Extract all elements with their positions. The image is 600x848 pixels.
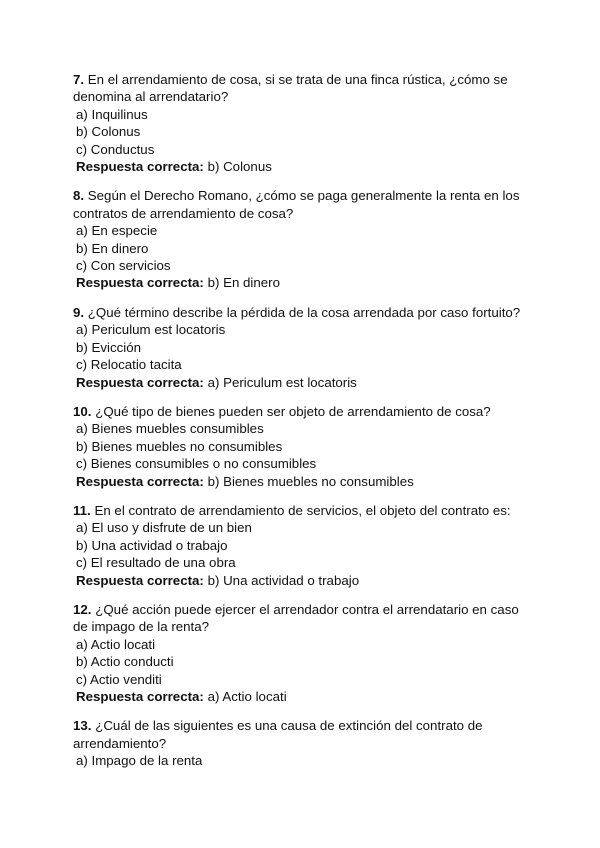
question-prompt: En el arrendamiento de cosa, si se trata de una finca rústica, ¿cómo se denomina al arrendatario? bbox=[73, 72, 508, 105]
question-text bbox=[73, 304, 533, 321]
option-a: a) Impago de la renta bbox=[76, 753, 203, 769]
option-a: a) En especie bbox=[76, 223, 158, 239]
question-number: 10. bbox=[73, 403, 92, 419]
question-8 bbox=[73, 187, 533, 291]
question-9 bbox=[73, 304, 533, 391]
answer-value: b) Una actividad o trabajo bbox=[207, 572, 360, 588]
option-a: a) Inquilinus bbox=[76, 106, 148, 122]
question-prompt: En el contrato de arrendamiento de servicios, el objeto del contrato es: bbox=[94, 502, 511, 518]
option-c: c) El resultado de una obra bbox=[76, 555, 236, 571]
question-number: 7. bbox=[73, 72, 85, 87]
question-number: 8. bbox=[73, 188, 85, 204]
option-b: b) En dinero bbox=[76, 240, 149, 256]
document-page bbox=[73, 71, 533, 782]
correct-answer bbox=[73, 688, 533, 705]
option-c: c) Bienes consumibles o no consumibles bbox=[76, 456, 317, 472]
question-prompt: ¿Qué tipo de bienes pueden ser objeto de arrendamiento de cosa? bbox=[95, 403, 491, 419]
answer-value: b) Bienes muebles no consumibles bbox=[207, 473, 414, 489]
option-b: b) Colonus bbox=[76, 124, 141, 140]
answer-label: Respuesta correcta: bbox=[76, 374, 204, 390]
answer-label: Respuesta correcta: bbox=[76, 572, 204, 588]
answer-label: Respuesta correcta: bbox=[76, 275, 204, 291]
question-7 bbox=[73, 71, 533, 175]
option-c: c) Actio venditi bbox=[76, 671, 162, 687]
correct-answer bbox=[73, 158, 533, 175]
option-b: b) Evicción bbox=[76, 339, 142, 355]
correct-answer bbox=[73, 473, 533, 490]
question-prompt: ¿Qué acción puede ejercer el arrendador contra el arrendatario en caso de impago de la renta? bbox=[73, 601, 519, 635]
question-prompt: ¿Qué término describe la pérdida de la cosa arrendada por caso fortuito? bbox=[87, 304, 521, 320]
question-number: 9. bbox=[73, 304, 85, 320]
question-text bbox=[73, 187, 533, 222]
question-text bbox=[73, 71, 533, 106]
question-12 bbox=[73, 601, 533, 705]
option-c: c) Relocatio tacita bbox=[76, 357, 182, 373]
question-10 bbox=[73, 403, 533, 490]
answer-label: Respuesta correcta: bbox=[76, 473, 204, 489]
option-b: b) Actio conducti bbox=[76, 654, 174, 670]
question-text bbox=[73, 502, 533, 519]
answer-value: b) En dinero bbox=[207, 275, 281, 291]
question-text bbox=[73, 717, 533, 752]
correct-answer bbox=[73, 374, 533, 391]
correct-answer bbox=[73, 572, 533, 589]
question-11 bbox=[73, 502, 533, 589]
option-c: c) Conductus bbox=[76, 141, 155, 157]
question-number: 12. bbox=[73, 601, 92, 617]
question-prompt: Según el Derecho Romano, ¿cómo se paga generalmente la renta en los contratos de arrendamiento de cosa? bbox=[73, 188, 520, 221]
answer-value: a) Actio locati bbox=[207, 689, 287, 704]
question-number: 11. bbox=[73, 502, 91, 518]
option-a: a) Bienes muebles consumibles bbox=[76, 421, 264, 437]
question-13 bbox=[73, 717, 533, 769]
question-prompt: ¿Cuál de las siguientes es una causa de extinción del contrato de arrendamiento? bbox=[73, 718, 483, 751]
correct-answer bbox=[73, 274, 533, 291]
answer-label: Respuesta correcta: bbox=[76, 689, 204, 704]
option-b: b) Bienes muebles no consumibles bbox=[76, 438, 283, 454]
option-a: a) Actio locati bbox=[76, 636, 156, 652]
answer-value: a) Periculum est locatoris bbox=[207, 374, 357, 390]
option-a: a) Periculum est locatoris bbox=[76, 322, 226, 338]
question-text bbox=[73, 601, 533, 636]
option-a: a) El uso y disfrute de un bien bbox=[76, 520, 252, 536]
option-b: b) Una actividad o trabajo bbox=[76, 537, 228, 553]
question-text bbox=[73, 403, 533, 420]
answer-label: Respuesta correcta: bbox=[76, 159, 204, 175]
option-c: c) Con servicios bbox=[76, 258, 171, 274]
answer-value: b) Colonus bbox=[207, 159, 272, 175]
question-number: 13. bbox=[73, 718, 92, 734]
